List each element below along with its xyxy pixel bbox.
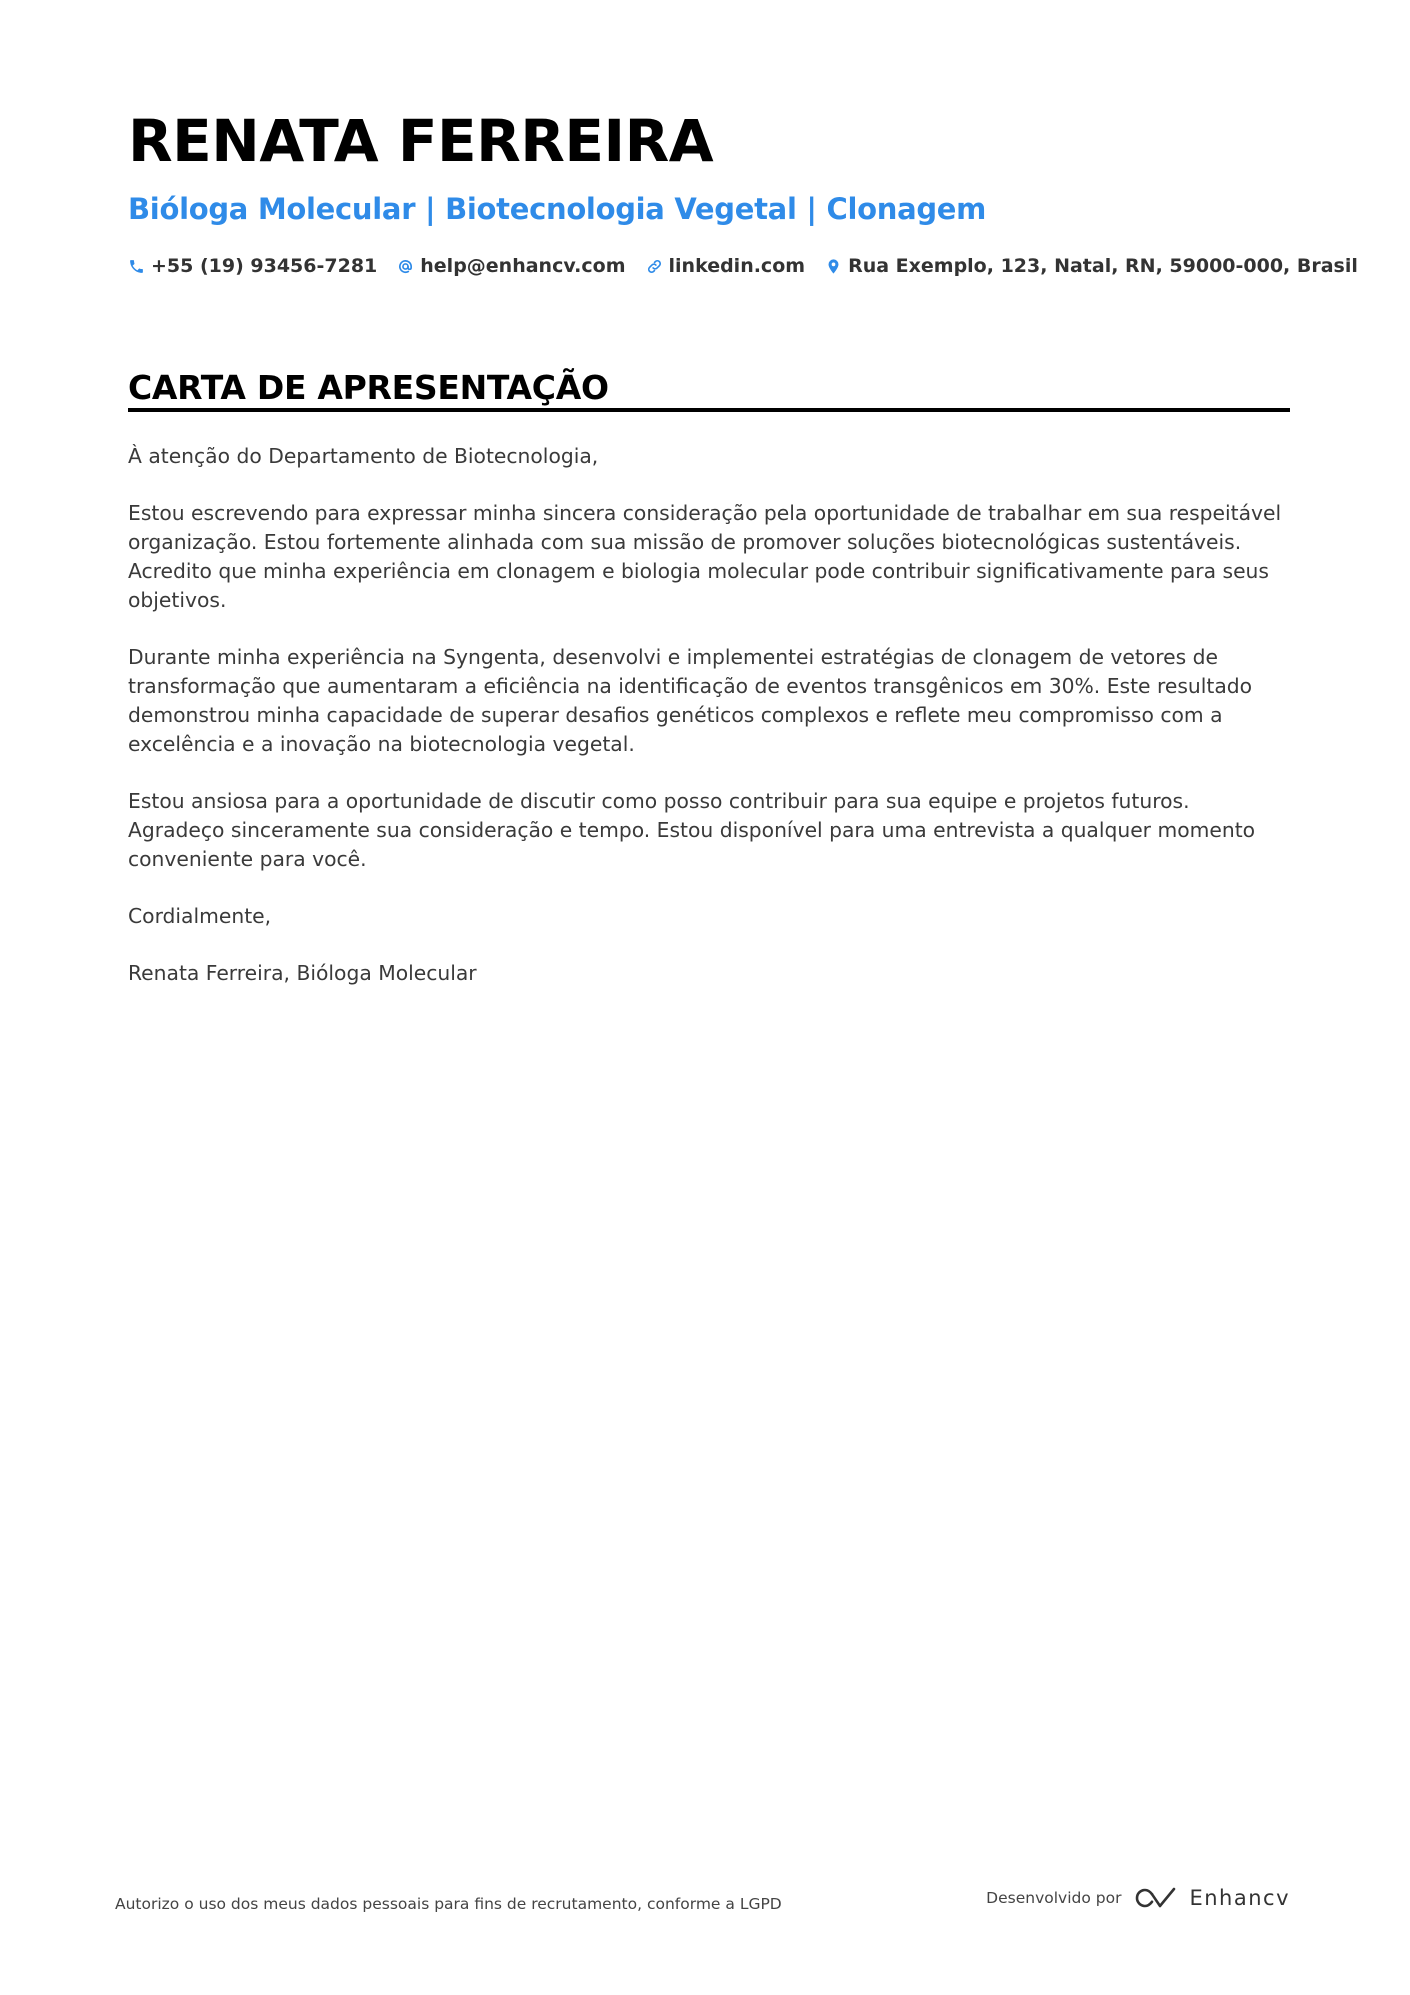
letter-paragraph: Estou escrevendo para expressar minha sincera consideração pela oportunidade de trabalhar em sua respeitável organização. Estou fortemente alinhada com sua missão de promover soluções biotecnológicas sustentáveis. Acredito que minha experiência em clonagem e biologia molecular pode contribuir significativamente para seus objetivos. — [128, 501, 1282, 612]
candidate-subtitle: Bióloga Molecular | Biotecnologia Vegetal | Clonagem — [128, 192, 987, 226]
powered-by-label: Desenvolvido por — [986, 1889, 1122, 1907]
link-icon — [646, 258, 663, 275]
enhancv-logo-icon — [1133, 1885, 1179, 1911]
letter-closing: Cordialmente, — [128, 904, 272, 928]
letter-signature: Renata Ferreira, Bióloga Molecular — [128, 961, 477, 985]
letter-paragraph: Durante minha experiência na Syngenta, desenvolvi e implementei estratégias de clonagem de vetores de transformação que aumentaram a eficiência na identificação de eventos transgênicos em 30%. Este resultado demonstrou minha capacidade de superar desafios genéticos complexos e reflete meu compromisso com a excelência e a inovação na biotecnologia vegetal. — [128, 645, 1253, 756]
contact-email[interactable] — [397, 255, 625, 277]
contact-phone — [128, 255, 377, 277]
contact-bar — [128, 255, 1378, 277]
section-title: CARTA DE APRESENTAÇÃO — [128, 370, 1290, 412]
at-icon — [397, 258, 414, 275]
footer-brand[interactable] — [986, 1885, 1290, 1911]
contact-address-text: Rua Exemplo, 123, Natal, RN, 59000-000, Brasil — [848, 255, 1358, 277]
location-pin-icon — [825, 258, 842, 275]
contact-linkedin[interactable] — [646, 255, 806, 277]
letter-body — [128, 442, 1290, 1016]
contact-linkedin-text: linkedin.com — [668, 255, 806, 277]
letter-paragraph: Estou ansiosa para a oportunidade de discutir como posso contribuir para sua equipe e projetos futuros. Agradeço sinceramente sua consideração e tempo. Estou disponível para uma entrevista a qualquer momento conveniente para você. — [128, 789, 1256, 871]
footer-consent: Autorizo o uso dos meus dados pessoais para fins de recrutamento, conforme a LGPD — [115, 1895, 782, 1913]
contact-address — [825, 255, 1358, 277]
letter-salutation: À atenção do Departamento de Biotecnologia, — [128, 444, 599, 468]
contact-email-text: help@enhancv.com — [420, 255, 626, 277]
contact-phone-text: +55 (19) 93456-7281 — [151, 255, 378, 277]
candidate-name: RENATA FERREIRA — [128, 107, 714, 175]
brand-name: Enhancv — [1189, 1886, 1290, 1910]
phone-icon — [128, 258, 145, 275]
